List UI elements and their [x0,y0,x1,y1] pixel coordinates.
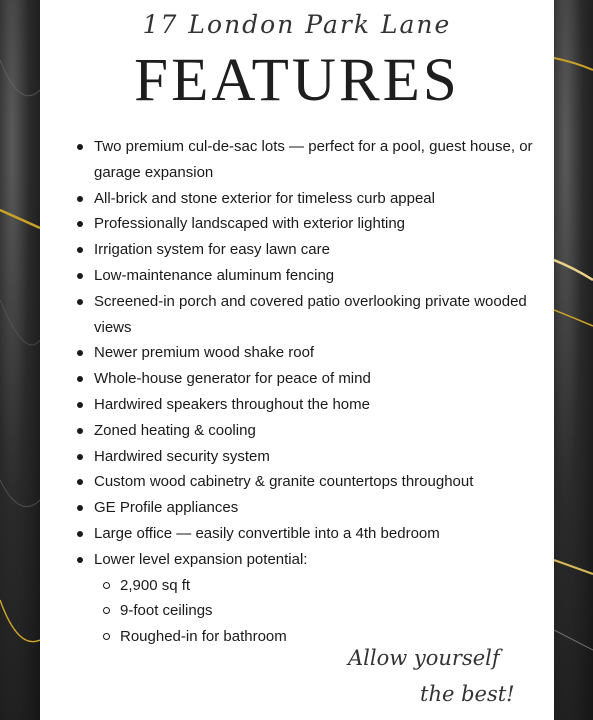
slogan-line-1: Allow yourself [348,646,500,670]
feature-item: Screened-in porch and covered patio overlooking private wooded views [94,289,534,341]
expansion-detail-item: 9-foot ceilings [120,598,534,624]
marble-border-right [554,0,593,720]
features-card [40,0,554,720]
slogan [348,640,548,712]
feature-item: Two premium cul-de-sac lots — perfect for a pool, guest house, or garage expansion [94,134,534,186]
feature-item-label: Lower level expansion potential: [94,550,308,568]
features-list [94,134,534,650]
expansion-detail-item: Roughed-in for bathroom [120,624,534,650]
feature-item: Custom wood cabinetry & granite countertops throughout [94,469,534,495]
feature-item: Hardwired speakers throughout the home [94,392,534,418]
slogan-line-2: the best! [420,682,515,706]
feature-item: Irrigation system for easy lawn care [94,237,534,263]
feature-item: Low-maintenance aluminum fencing [94,263,534,289]
feature-item: Professionally landscaped with exterior lighting [94,211,534,237]
expansion-detail-item: 2,900 sq ft [120,573,534,599]
feature-item: Hardwired security system [94,444,534,470]
page-title: FEATURES [134,47,460,114]
property-address: 17 London Park Lane [142,10,452,39]
expansion-details-list [94,573,534,650]
feature-item: All-brick and stone exterior for timeless curb appeal [94,186,534,212]
marble-border-left [0,0,40,720]
feature-item: Newer premium wood shake roof [94,340,534,366]
feature-item: Zoned heating & cooling [94,418,534,444]
feature-item [94,547,534,650]
feature-item: Large office — easily convertible into a 4th bedroom [94,521,534,547]
feature-item: GE Profile appliances [94,495,534,521]
feature-item: Whole-house generator for peace of mind [94,366,534,392]
